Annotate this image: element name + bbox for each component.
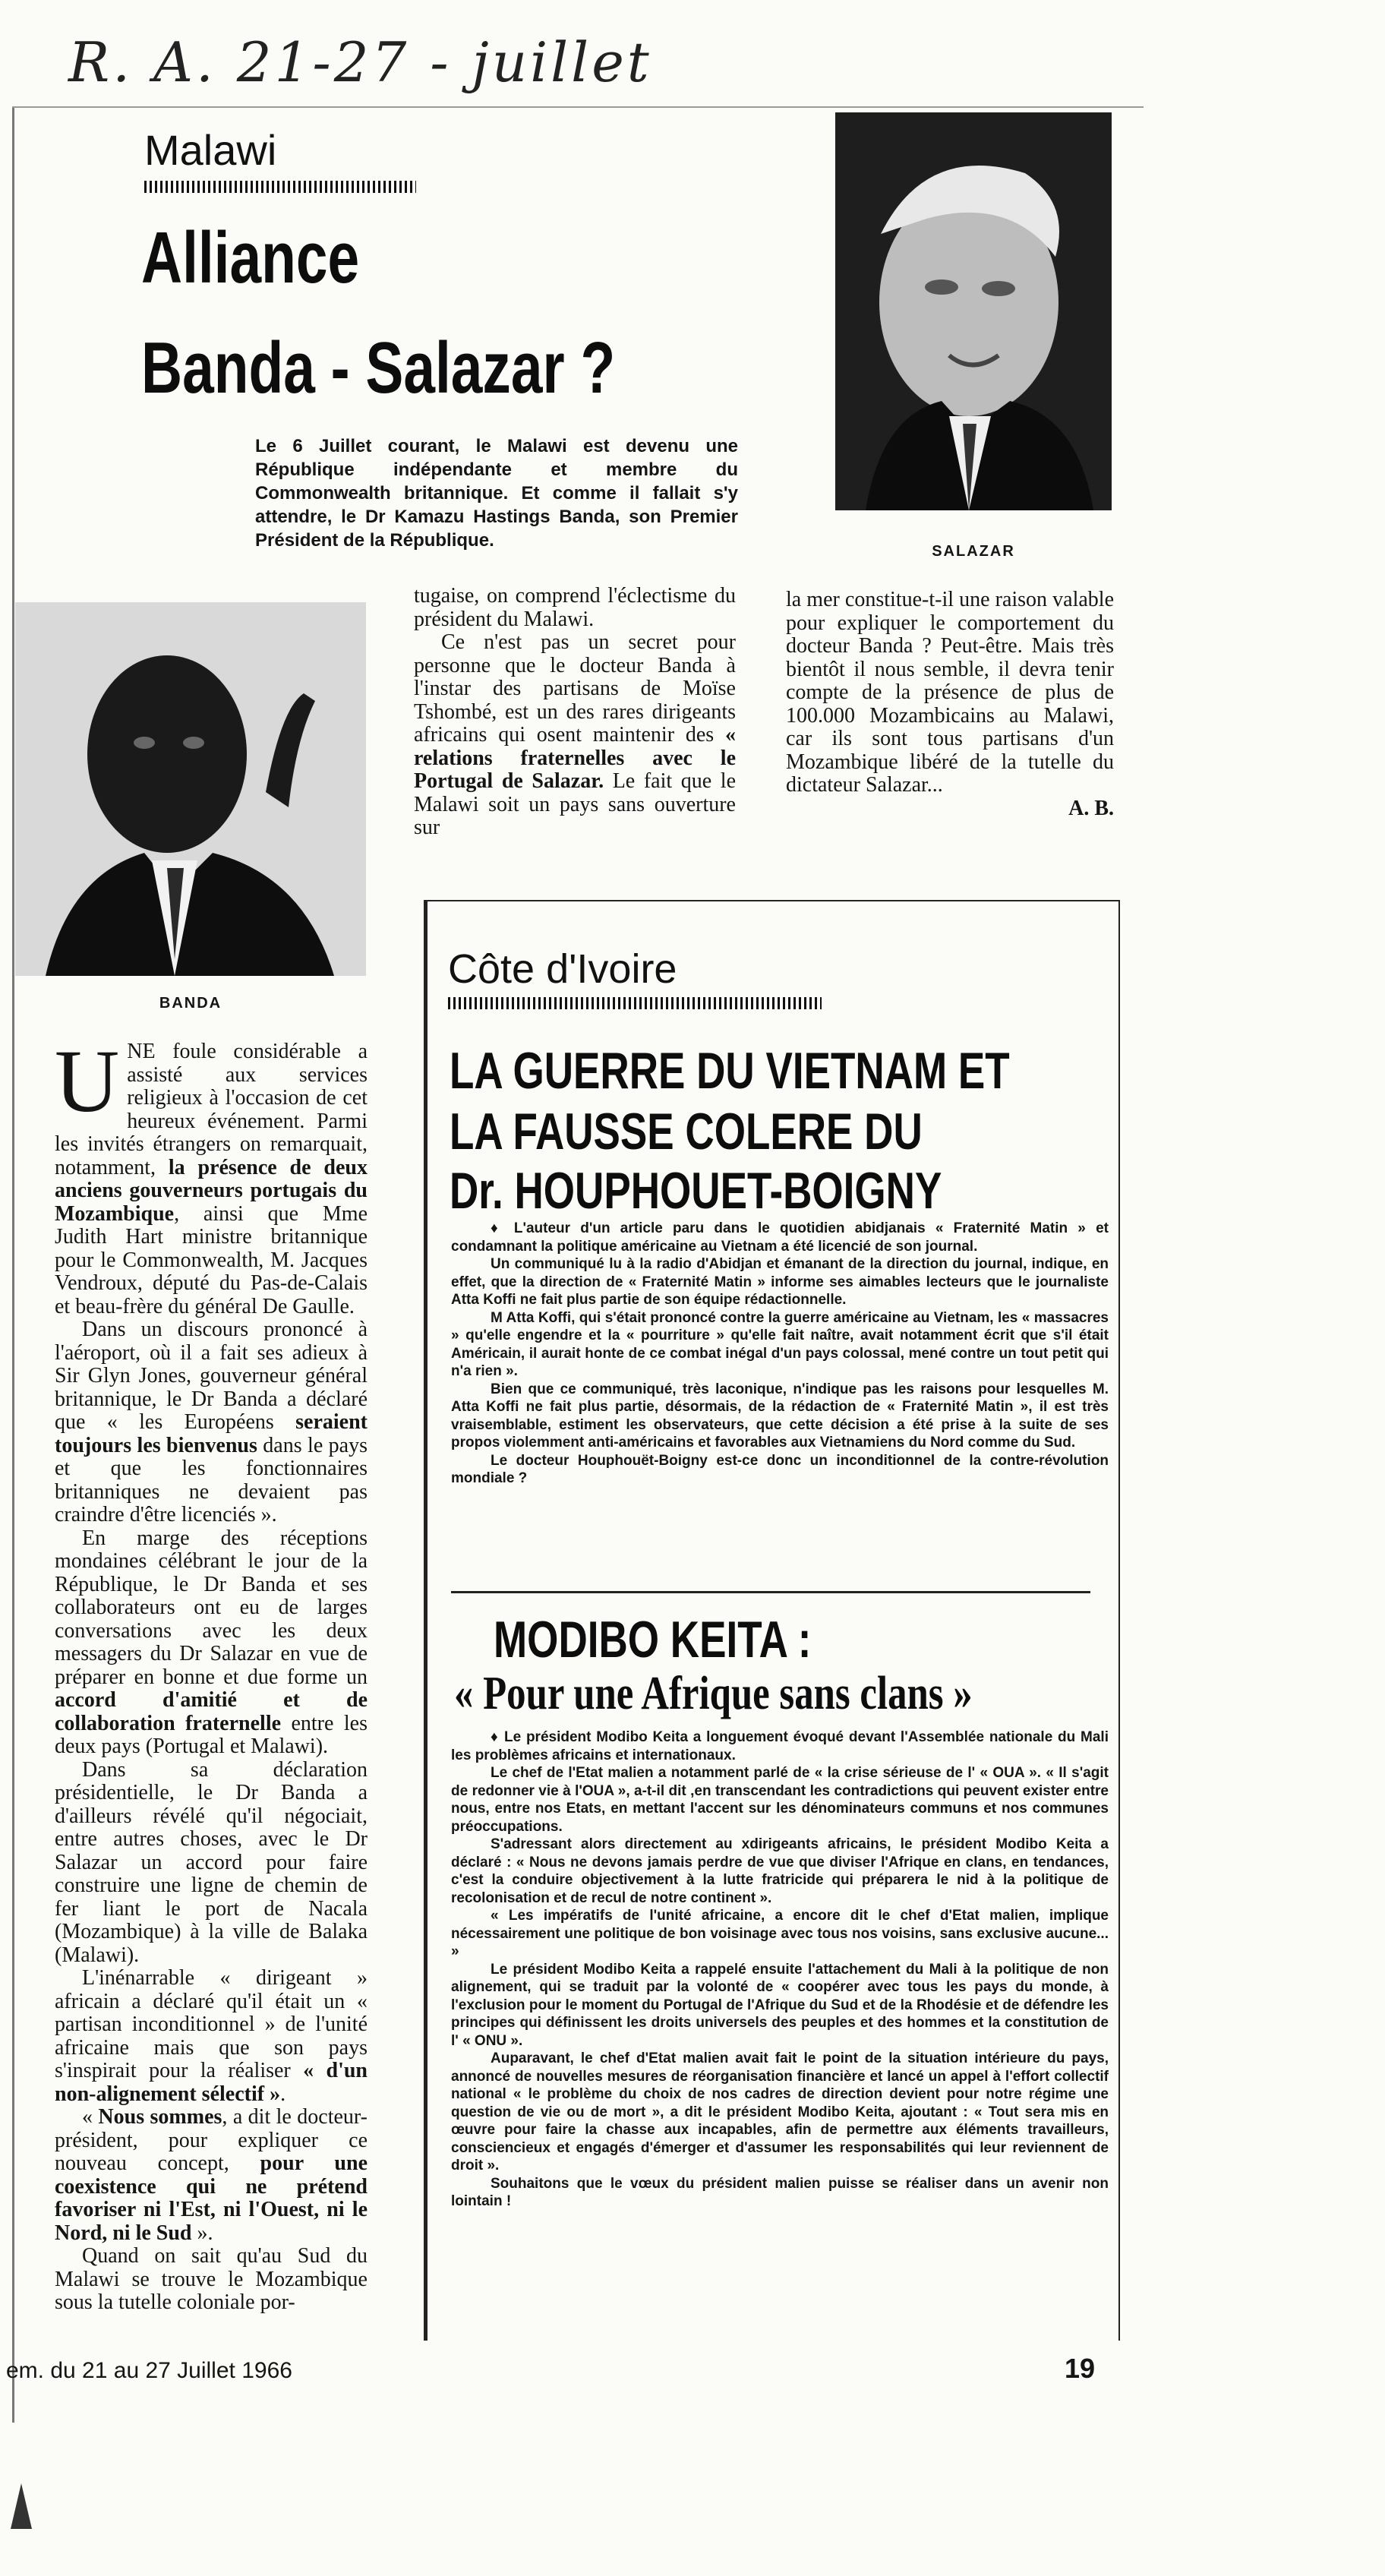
article-column-1 xyxy=(55,1031,368,2315)
headline-vietnam-line2: LA FAUSSE COLERE DU xyxy=(450,1103,923,1160)
col1-text: , a dit le docteur-président, pour expliquer ce nouveau concept, xyxy=(55,2105,368,2175)
modibo-paragraph: Auparavant, le chef d'Etat malien avait fait le point de la situation intérieure du pays, annoncé de nouvelles mesures de réorganisation financière et lancé un appel à l'effort collectif national « le problème du choix de nos cadres de direction devient pour notre régime une question de vie ou de mort », a dit le président Modibo Keita, ajoutant : « Tout sera mis en œuvre pour faire la chasse aux incapables, afin de permettre aux éléments travailleurs, consciencieux et engagés d'émerger et d'assumer les responsabilités qui leur reviennent de droit ». xyxy=(451,2050,1109,2174)
section-rule-cote-divoire xyxy=(448,997,822,1009)
modibo-paragraph: S'adressant alors directement au xdirigeants africains, le président Modibo Keita a déclaré : « Nous ne devons jamais perdre de vue que diviser l'Afrique en clans, en tendances, c'est la conduire objectivement à la lutte fratricide qui préparera le nid à la politique de recolonisation et de recul de notre continent ». xyxy=(451,1836,1109,1906)
vietnam-paragraph: Le docteur Houphouët-Boigny est-ce donc un inconditionnel de la contre-révolution mondiale ? xyxy=(451,1452,1109,1486)
article-column-2 xyxy=(414,585,736,840)
col1-paragraph: Quand on sait qu'au Sud du Malawi se trouve le Mozambique sous la tutelle coloniale por- xyxy=(55,2244,368,2314)
portrait-salazar-image xyxy=(835,112,1112,510)
col1-bold: Nous sommes xyxy=(98,2105,222,2129)
col1-text: dans le pays et que les fonctionnaires britanniques ne devaient pas craindre d'être licenciés ». xyxy=(55,1433,368,1526)
col1-bold: « d'un non-alignement sélectif » xyxy=(55,2059,368,2106)
photo-caption-banda: BANDA xyxy=(159,995,222,1012)
col1-text: ». xyxy=(191,2221,213,2245)
col1-text: . xyxy=(280,2082,286,2106)
col2-text: Le fait que le Malawi soit un pays sans ouverture sur xyxy=(414,769,737,839)
article-signature: A. B. xyxy=(1068,796,1114,820)
footer-issue-date: em. du 21 au 27 Juillet 1966 xyxy=(6,2358,292,2383)
article-title-line1: Alliance xyxy=(141,217,360,298)
vietnam-paragraph: Bien que ce communiqué, très laconique, n'indique pas les raisons pour lesquelles M. Atta Koffi ne fait plus partie, désormais, de la rédaction de « Fraternité Matin », il est très vraisemblable, estiment les observateurs, que cette décision a été prise à la suite de ses propos violemment anti-américains et favorables aux Vietnamiens du Nord comme du Sud. xyxy=(451,1381,1109,1451)
col1-text: Dans un discours prononcé à l'aéroport, où il a fait ses adieux à Sir Glyn Jones, gouverneur général britannique, le Dr Banda a déclaré que « les Européens xyxy=(55,1318,368,1434)
vietnam-paragraph: ♦ L'auteur d'un article paru dans le quotidien abidjanais « Fraternité Matin » et condamnant la politique américaine au Vietnam a été licencié de son journal. xyxy=(451,1220,1109,1255)
photo-banda xyxy=(15,602,366,976)
handwritten-note: R. A. 21-27 - juillet xyxy=(68,30,652,94)
headline-modibo-line1: MODIBO KEITA : xyxy=(494,1611,812,1668)
col1-text: , ainsi que Mme Judith Hart ministre britannique pour le Commonwealth, M. Jacques Vendroux, député du Pas-de-Calais et beau-frère du général De Gaulle. xyxy=(55,1201,368,1318)
modibo-paragraph: Souhaitons que le vœux du président malien puisse se réaliser dans un avenir non lointain ! xyxy=(451,2175,1109,2209)
col3-paragraph: la mer constitue-t-il une raison valable pour expliquer le comportement du docteur Banda ? Peut-être. Mais très bientôt il nous semble, il devra tenir compte de la présence de plus de 100.000 Mozambicains au Malawi, car ils sont tous partisans d'un Mozambique libéré de la tutelle du dictateur Salazar... xyxy=(786,588,1114,797)
modibo-paragraph: ♦ Le président Modibo Keita a longuement évoqué devant l'Assemblée nationale du Mali les problèmes africains et internationaux. xyxy=(451,1729,1109,1763)
page-top-border xyxy=(12,106,1144,108)
modibo-paragraph: Le président Modibo Keita a rappelé ensuite l'attachement du Mali à la politique de non alignement, qui se traduit par la volonté de « coopérer avec tous les pays du monde, à l'exclusion pour le moment du Portugal de l'Afrique du Sud et de la Rhodésie et de défendre les principes qui définissent les droits universels des peuples et des hommes et la constitution de l' « ONU ». xyxy=(451,1961,1109,2049)
vietnam-paragraph: M Atta Koffi, qui s'était prononcé contre la guerre américaine au Vietnam, les « massacres » qu'elle engendre et la « pourriture » qu'elle fait naître, avait notamment écrit que s'il était Américain, il aurait honte de ce combat inégal d'un pays colossal, mené contre un tout petit qui n'a rien ». xyxy=(451,1309,1109,1379)
col1-paragraph: Dans sa déclaration présidentielle, le Dr Banda a d'ailleurs révélé qu'il négociait, entre autres choses, avec le Dr Salazar un accord pour faire construire une ligne de chemin de fer liant le port de Nacala (Mozambique) à la ville de Balaka (Malawi). xyxy=(55,1757,368,1967)
col1-text: « xyxy=(82,2105,99,2129)
modibo-paragraph: « Les impératifs de l'unité africaine, a encore dit le chef d'Etat malien, implique nécessairement une politique de bon voisinage avec tous nos voisins, sans exclusive aucune... » xyxy=(451,1908,1109,1959)
article-intro: Le 6 Juillet courant, le Malawi est devenu une République indépendante et membre du Commonwealth britannique. Et comme il fallait s'y attendre, le Dr Kamazu Hastings Banda, son Premier Président de la République. xyxy=(255,436,738,551)
col1-bold: la présence de deux anciens gouverneurs portugais du Mozambique xyxy=(55,1155,368,1226)
page-left-border xyxy=(12,106,14,2423)
article-title-line2: Banda - Salazar ? xyxy=(141,327,616,409)
article-divider xyxy=(451,1591,1090,1593)
scan-mark xyxy=(11,2483,32,2529)
page-number: 19 xyxy=(1065,2353,1096,2384)
col1-text: entre les deux pays (Portugal et Malawi). xyxy=(55,1711,368,1758)
col1-text: NE foule considérable a assisté aux services religieux à l'occasion de cet heureux événement. Parmi les invités étrangers on remarquait, notamment, xyxy=(55,1040,368,1179)
col2-paragraph: tugaise, on comprend l'éclectisme du président du Malawi. xyxy=(414,584,736,631)
col1-bold: seraient toujours les bienvenus xyxy=(55,1410,368,1457)
photo-caption-salazar: SALAZAR xyxy=(932,543,1015,560)
col1-text: L'inénarrable « dirigeant » africain a déclaré qu'il était un « partisan inconditionnel » de l'unité africaine mais que son pays s'inspirait pour la réaliser xyxy=(55,1966,368,2082)
headline-modibo-line2: « Pour une Afrique sans clans » xyxy=(454,1668,973,1719)
col2-text: Ce n'est pas un secret pour personne que le docteur Banda à l'instar des partisans de Moïse Tshombé, est un des rares dirigeants africains qui osent maintenir des xyxy=(414,630,736,747)
headline-vietnam-line3: Dr. HOUPHOUET-BOIGNY xyxy=(450,1162,942,1220)
vietnam-paragraph: Un communiqué lu à la radio d'Abidjan et émanant de la direction du journal, indique, en effet, que la direction de « Fraternité Matin » informe ses aimables lecteurs que le journaliste Atta Koffi ne fait plus partie de son équipe rédactionnelle. xyxy=(451,1256,1109,1308)
col1-text: En marge des réceptions mondaines célébrant le jour de la République, le Dr Banda et ses collaborateurs ont eu de larges conversations avec les deux messagers du Dr Salazar en vue de préparer en bonne et due forme un xyxy=(55,1526,368,1689)
section-label-malawi: Malawi xyxy=(144,126,277,174)
photo-salazar xyxy=(835,112,1112,510)
section-label-cote-divoire: Côte d'Ivoire xyxy=(448,946,677,992)
portrait-banda-image xyxy=(15,602,366,976)
article-modibo-body xyxy=(451,1728,1109,2211)
modibo-paragraph: Le chef de l'Etat malien a notamment parlé de « la crise sérieuse de l' « OUA ». « Il s'agit de redonner vie à l'OUA », a-t-il dit ,en transcendant les contradictions qui peuvent exister entre nous, entre nos Etats, en mettant l'accent sur les dénominateurs communs et nos communes préoccupations. xyxy=(451,1765,1109,1835)
col2-bold: « relations fraternelles avec le Portugal de Salazar. xyxy=(414,723,736,793)
article-vietnam-body xyxy=(451,1220,1109,1488)
article-column-3 xyxy=(786,589,1114,820)
col1-bold: pour une coexistence qui ne prétend favoriser ni l'Est, ni l'Ouest, ni le Nord, ni le Sud xyxy=(55,2151,368,2245)
col1-bold: accord d'amitié et de collaboration fraternelle xyxy=(55,1688,368,1735)
section-rule-malawi xyxy=(144,181,416,193)
headline-vietnam-line1: LA GUERRE DU VIETNAM ET xyxy=(450,1042,1010,1100)
drop-cap: U xyxy=(55,1031,120,1131)
